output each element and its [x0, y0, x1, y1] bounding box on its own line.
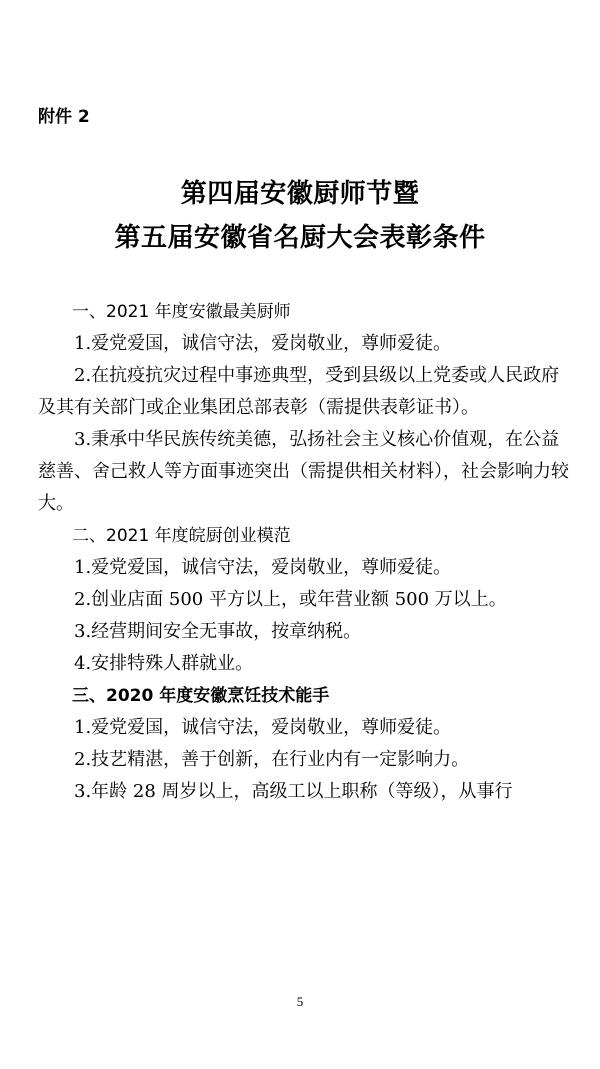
section-2-item-3: 3.经营期间安全无事故，按章纳税。	[74, 621, 362, 642]
section-3-item-3: 3.年龄 28 周岁以上，高级工以上职称（等级），从事行	[74, 781, 513, 802]
section-2-item-4: 4.安排特殊人群就业。	[74, 653, 254, 674]
section-1-item-1: 1.爱党爱国，诚信守法，爱岗敬业，尊师爱徒。	[74, 333, 452, 354]
document-title	[0, 172, 600, 260]
attachment-label: 附件 2	[38, 107, 90, 127]
section-3-heading: 三、2020 年度安徽烹饪技术能手	[72, 686, 330, 706]
title-line-1: 第四届安徽厨师节暨	[180, 179, 420, 209]
section-3-item-2: 2.技艺精湛，善于创新，在行业内有一定影响力。	[74, 749, 470, 770]
section-2-heading: 二、2021 年度皖厨创业模范	[72, 526, 291, 546]
section-3-item-1: 1.爱党爱国，诚信守法，爱岗敬业，尊师爱徒。	[74, 717, 452, 738]
section-1-item-3: 3.秉承中华民族传统美德，弘扬社会主义核心价值观，在公益慈善、舍己救人等方面事迹突出（需提供相关材料），社会影响力较大。	[38, 429, 569, 514]
section-1-heading: 一、2021 年度安徽最美厨师	[72, 302, 291, 322]
page-number: 5	[296, 994, 304, 1009]
section-2-item-2: 2.创业店面 500 平方以上，或年营业额 500 万以上。	[74, 589, 507, 610]
section-1-item-2: 2.在抗疫抗灾过程中事迹典型，受到县级以上党委或人民政府及其有关部门或企业集团总部表彰（需提供表彰证书）。	[38, 365, 560, 418]
section-2-item-1: 1.爱党爱国，诚信守法，爱岗敬业，尊师爱徒。	[74, 557, 452, 578]
document-body	[38, 296, 572, 808]
title-line-2: 第五届安徽省名厨大会表彰条件	[114, 223, 486, 253]
